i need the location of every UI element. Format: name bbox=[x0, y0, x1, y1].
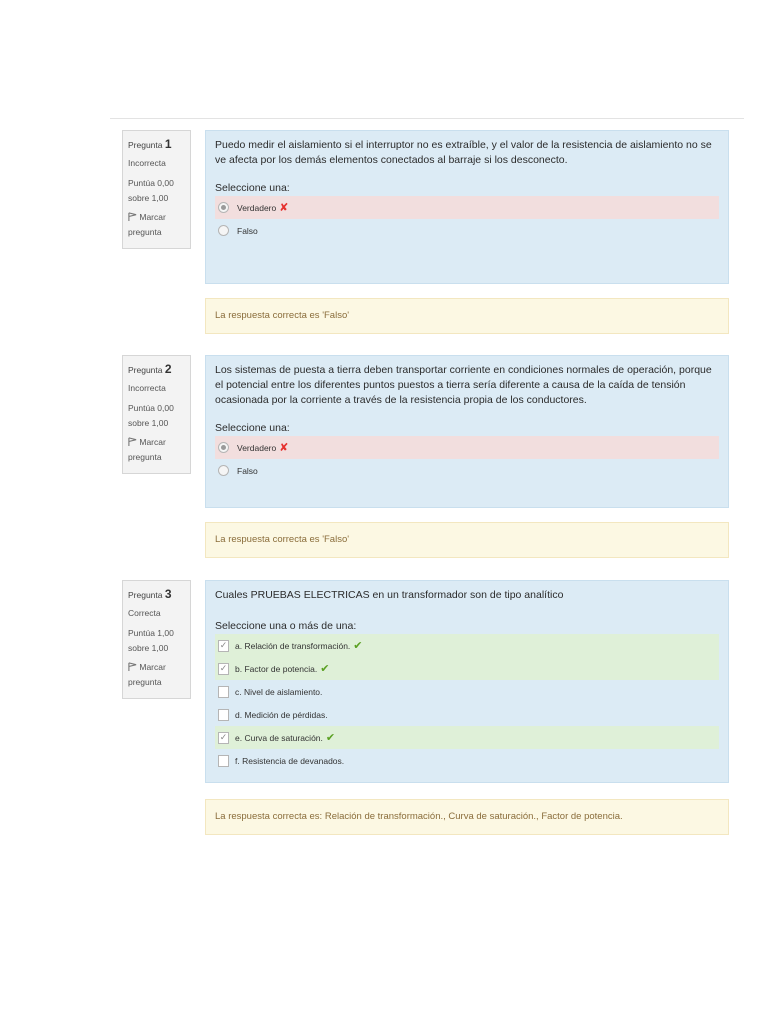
question-state: Incorrecta bbox=[128, 158, 166, 168]
flag-label: Marcar pregunta bbox=[128, 437, 166, 462]
checkbox[interactable] bbox=[218, 686, 229, 698]
question-grade: Puntúa 0,00 sobre 1,00 bbox=[128, 403, 174, 428]
question-label: Pregunta bbox=[128, 140, 163, 150]
option-label: Verdadero bbox=[237, 202, 277, 213]
option-b[interactable] bbox=[215, 657, 719, 680]
question-grade: Puntúa 0,00 sobre 1,00 bbox=[128, 178, 174, 203]
flag-icon bbox=[128, 436, 137, 445]
question-info bbox=[122, 130, 191, 249]
question-number bbox=[128, 587, 185, 602]
checkbox-checked[interactable]: ✓ bbox=[219, 640, 228, 650]
checkbox[interactable] bbox=[218, 709, 229, 721]
question-text: Cuales PRUEBAS ELECTRICAS en un transformador son de tipo analítico bbox=[215, 589, 564, 601]
question-number-value: 3 bbox=[164, 587, 172, 601]
question-info bbox=[122, 355, 191, 474]
question-text: Los sistemas de puesta a tierra deben transportar corriente en condiciones normales de operación, porque el potencial entre los diferentes puntos puestos a tierra sería diferente a causa de la caída de tensión ocasionada por la corriente a través de la resistencia propia de los conductores. bbox=[215, 364, 712, 406]
question-text: Puedo medir el aislamiento si el interruptor no es extraíble, y el valor de la resistencia de aislamiento no se ve afecta por los demás elementos conectados al barraje si los desconecto. bbox=[215, 139, 712, 166]
flag-label: Marcar pregunta bbox=[128, 212, 166, 237]
question-label: Pregunta bbox=[128, 365, 163, 375]
cross-icon: ✘ bbox=[279, 442, 289, 454]
question-content bbox=[205, 580, 729, 783]
cross-icon: ✘ bbox=[279, 202, 289, 214]
answer-prompt: Seleccione una: bbox=[215, 422, 290, 434]
checkbox[interactable] bbox=[218, 755, 229, 767]
question-content bbox=[205, 130, 729, 284]
question-number bbox=[128, 137, 185, 152]
option-d[interactable] bbox=[215, 703, 719, 726]
flag-question-link[interactable] bbox=[128, 210, 185, 240]
checkbox-checked[interactable]: ✓ bbox=[219, 663, 228, 673]
flag-question-link[interactable] bbox=[128, 435, 185, 465]
check-icon: ✔ bbox=[320, 663, 330, 675]
option-c[interactable] bbox=[215, 680, 719, 703]
option-label: Falso bbox=[237, 465, 258, 476]
question-number-value: 2 bbox=[164, 362, 172, 376]
question-number-value: 1 bbox=[164, 137, 172, 151]
flag-label: Marcar pregunta bbox=[128, 662, 166, 687]
correct-answer-feedback: La respuesta correcta es: Relación de transformación., Curva de saturación., Factor de potencia. bbox=[205, 799, 729, 835]
checkbox-checked[interactable]: ✓ bbox=[219, 732, 228, 742]
option-a[interactable] bbox=[215, 634, 719, 657]
radio-button[interactable] bbox=[218, 225, 229, 236]
question-info bbox=[122, 580, 191, 699]
answer-options bbox=[215, 196, 719, 242]
question-state: Incorrecta bbox=[128, 383, 166, 393]
question-content bbox=[205, 355, 729, 508]
check-icon: ✔ bbox=[353, 640, 363, 652]
question-number bbox=[128, 362, 185, 377]
top-divider bbox=[110, 118, 744, 119]
radio-button[interactable] bbox=[218, 465, 229, 476]
question-state: Correcta bbox=[128, 608, 161, 618]
radio-button-selected[interactable] bbox=[218, 442, 229, 453]
radio-button-selected[interactable] bbox=[218, 202, 229, 213]
option-f[interactable] bbox=[215, 749, 719, 772]
flag-icon bbox=[128, 211, 137, 220]
answer-prompt: Seleccione una: bbox=[215, 182, 290, 194]
option-label: c. Nivel de aislamiento. bbox=[235, 686, 323, 697]
check-icon: ✔ bbox=[325, 732, 336, 744]
option-label: d. Medición de pérdidas. bbox=[235, 709, 328, 720]
option-label: e. Curva de saturación. bbox=[235, 732, 323, 743]
option-verdadero[interactable] bbox=[215, 436, 719, 459]
correct-answer-feedback: La respuesta correcta es 'Falso' bbox=[205, 298, 729, 334]
question-label: Pregunta bbox=[128, 590, 163, 600]
option-e[interactable] bbox=[215, 726, 719, 749]
option-label: Falso bbox=[237, 225, 258, 236]
answer-options bbox=[215, 634, 719, 772]
flag-icon bbox=[128, 661, 137, 670]
option-falso[interactable] bbox=[215, 459, 719, 482]
answer-options bbox=[215, 436, 719, 482]
flag-question-link[interactable] bbox=[128, 660, 185, 690]
correct-answer-feedback: La respuesta correcta es 'Falso' bbox=[205, 522, 729, 558]
option-falso[interactable] bbox=[215, 219, 719, 242]
option-label: a. Relación de transformación. bbox=[235, 640, 351, 651]
option-verdadero[interactable] bbox=[215, 196, 719, 219]
option-label: Verdadero bbox=[237, 442, 277, 453]
question-grade: Puntúa 1,00 sobre 1,00 bbox=[128, 628, 174, 653]
answer-prompt: Seleccione una o más de una: bbox=[215, 620, 357, 632]
option-label: b. Factor de potencia. bbox=[235, 663, 318, 674]
option-label: f. Resistencia de devanados. bbox=[235, 755, 345, 766]
